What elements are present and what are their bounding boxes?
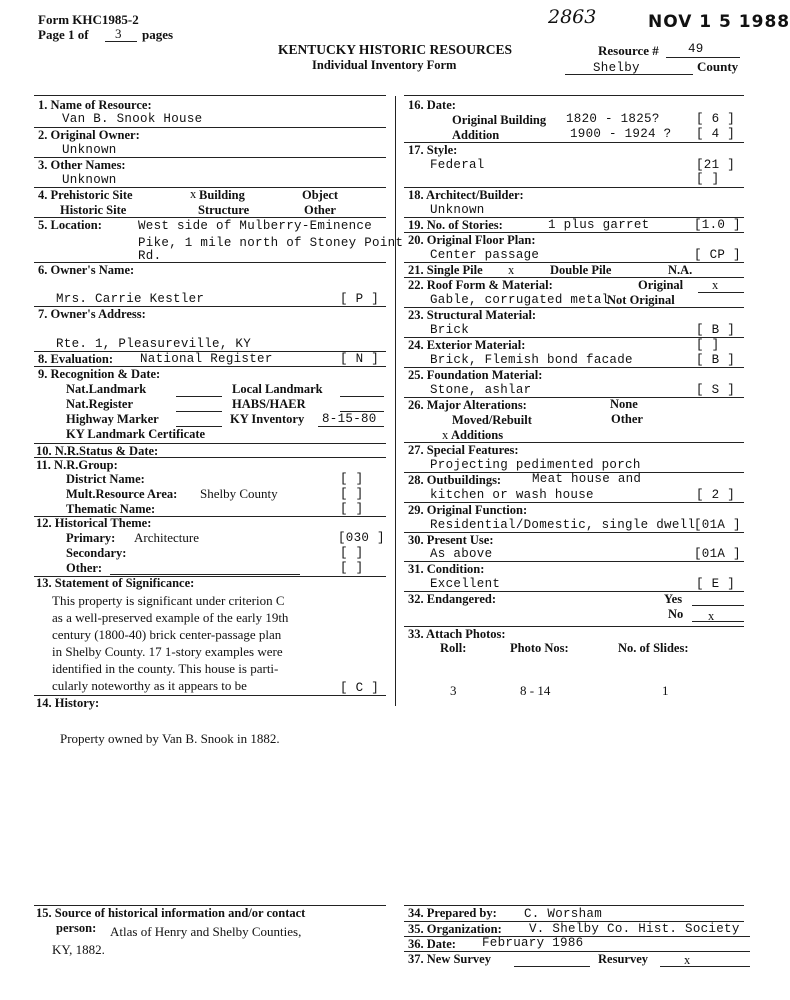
f33-slides-value: 1 — [662, 683, 669, 698]
f22-label: 22. Roof Form & Material: — [408, 278, 553, 292]
f13-text — [52, 592, 288, 694]
f29-value: Residential/Domestic, single dwell — [430, 518, 696, 532]
f12-other-code: [ ] — [340, 561, 364, 575]
f2-value: Unknown — [62, 143, 117, 157]
f34-label: 34. Prepared by: — [408, 906, 497, 920]
page-prefix: Page 1 of — [38, 27, 89, 42]
f31-value: Excellent — [430, 577, 501, 591]
f6-value: Mrs. Carrie Kestler — [56, 292, 205, 306]
f16-label: 16. Date: — [408, 98, 456, 112]
f23-value: Brick — [430, 323, 470, 337]
f35-value: V. Shelby Co. Hist. Society — [529, 922, 740, 936]
f16-original-code: [ 6 ] — [696, 112, 736, 126]
f28-code: [ 2 ] — [696, 488, 736, 502]
f18-label: 18. Architect/Builder: — [408, 188, 524, 202]
f37-mark: x — [684, 953, 691, 967]
f22-not-original: Not Original — [607, 293, 675, 307]
f11-district-code: [ ] — [340, 472, 364, 486]
f23-label: 23. Structural Material: — [408, 308, 537, 322]
f26-additions: Additions — [451, 428, 504, 442]
f22-value: Gable, corrugated metal — [430, 293, 610, 307]
page-suffix: pages — [142, 27, 174, 42]
f19-code: [1.0 ] — [694, 218, 741, 232]
f17-value: Federal — [430, 158, 485, 172]
f4-structure: Structure — [198, 203, 250, 217]
f37-resurvey: Resurvey — [598, 952, 648, 966]
f11-mult: Mult.Resource Area: — [66, 487, 178, 501]
f4-prehistoric: 4. Prehistoric Site — [38, 188, 133, 202]
f7-value: Rte. 1, Pleasureville, KY — [56, 337, 252, 351]
f9-highway: Highway Marker — [66, 412, 159, 426]
f16-addition: Addition — [452, 128, 500, 142]
f9-ky-inventory-value: 8-15-80 — [322, 412, 377, 426]
f2-label: 2. Original Owner: — [38, 128, 140, 142]
f26-mark: x — [442, 428, 449, 442]
f22-original: Original — [638, 278, 684, 292]
form-id: Form KHC1985-2 — [38, 12, 139, 27]
f19-value: 1 plus garret — [548, 218, 650, 232]
f9-label: 9. Recognition & Date: — [38, 367, 161, 381]
f16-original: Original Building — [452, 113, 547, 127]
f3-value: Unknown — [62, 173, 117, 187]
f15-value1: Atlas of Henry and Shelby Counties, — [110, 924, 302, 939]
f15-label: 15. Source of historical information and/or contact — [36, 906, 306, 920]
f20-label: 20. Original Floor Plan: — [408, 233, 536, 247]
f23-code: [ B ] — [696, 323, 736, 337]
f11-mult-code: [ ] — [340, 487, 364, 501]
f9-nat-register: Nat.Register — [66, 397, 133, 411]
f25-value: Stone, ashlar — [430, 383, 532, 397]
f7-label: 7. Owner's Address: — [38, 307, 146, 321]
f12-label: 12. Historical Theme: — [36, 516, 152, 530]
f18-value: Unknown — [430, 203, 485, 217]
f20-code: [ CP ] — [694, 248, 741, 262]
f37-label: 37. New Survey — [408, 952, 491, 966]
f4-historic: Historic Site — [60, 203, 127, 217]
f26-moved: Moved/Rebuilt — [452, 413, 532, 427]
county-value: Shelby — [593, 61, 640, 75]
f29-label: 29. Original Function: — [408, 503, 528, 517]
f11-thematic-code: [ ] — [340, 502, 364, 516]
f35-label: 35. Organization: — [408, 922, 502, 936]
f26-other: Other — [611, 412, 643, 426]
f16-original-value: 1820 - 1825? — [566, 112, 660, 126]
f12-secondary-code: [ ] — [340, 546, 364, 560]
f15-label2: person: — [56, 921, 97, 935]
f13-line: This property is significant under criterion C — [52, 593, 285, 608]
f4-other: Other — [304, 203, 336, 217]
f21-na: N.A. — [668, 263, 693, 277]
f13-line: in Shelby County. 17 1-story examples were — [52, 644, 283, 659]
f30-code: [01A ] — [694, 547, 741, 561]
f6-label: 6. Owner's Name: — [38, 263, 135, 277]
f1-value: Van B. Snook House — [62, 112, 203, 126]
f28-value2: kitchen or wash house — [430, 488, 594, 502]
f8-value: National Register — [140, 352, 273, 366]
f13-code: [ C ] — [340, 681, 380, 695]
f33-photo: Photo Nos: — [510, 641, 569, 655]
f19-label: 19. No. of Stories: — [408, 218, 503, 232]
f4-object: Object — [302, 188, 339, 202]
f9-ky-inventory: KY Inventory — [230, 412, 305, 426]
f15-value2: KY, 1882. — [52, 942, 105, 957]
f10-label: 10. N.R.Status & Date: — [36, 444, 159, 458]
county-label: County — [697, 59, 739, 74]
page-total: 3 — [115, 26, 122, 41]
f5-line2: Pike, 1 mile north of Stoney Point — [138, 236, 404, 250]
f12-secondary: Secondary: — [66, 546, 127, 560]
f13-line: century (1800-40) brick center-passage plan — [52, 627, 282, 642]
f5-label: 5. Location: — [38, 218, 102, 232]
f36-label: 36. Date: — [408, 937, 456, 951]
f9-habs: HABS/HAER — [232, 397, 306, 411]
f9-ky-landmark: KY Landmark Certificate — [66, 427, 206, 441]
f11-mult-value: Shelby County — [200, 486, 278, 501]
f12-primary: Primary: — [66, 531, 116, 545]
f1-label: 1. Name of Resource: — [38, 98, 152, 112]
f5-line3: Rd. — [138, 249, 162, 263]
resource-label: Resource # — [598, 43, 659, 58]
f21-label: 21. Single Pile — [408, 263, 483, 277]
f12-primary-value: Architecture — [134, 530, 199, 545]
f33-roll: Roll: — [440, 641, 467, 655]
f13-line: cularly noteworthy as it appears to be — [52, 678, 247, 693]
f21-double: Double Pile — [550, 263, 612, 277]
f20-value: Center passage — [430, 248, 540, 262]
f13-line: as a well-preserved example of the early 19th — [52, 610, 289, 625]
f24-value: Brick, Flemish bond facade — [430, 353, 633, 367]
f25-code: [ S ] — [696, 383, 736, 397]
f31-code: [ E ] — [696, 577, 736, 591]
f34-value: C. Worsham — [524, 907, 603, 921]
f32-yes: Yes — [664, 592, 683, 606]
f25-label: 25. Foundation Material: — [408, 368, 543, 382]
f17-label: 17. Style: — [408, 143, 458, 157]
form-title: KENTUCKY HISTORIC RESOURCES — [278, 42, 513, 57]
f30-value: As above — [430, 547, 493, 561]
f17-code2: [ ] — [696, 172, 720, 186]
f16-addition-code: [ 4 ] — [696, 127, 736, 141]
f26-label: 26. Major Alterations: — [408, 398, 527, 412]
f4-building: Building — [199, 188, 245, 202]
f32-no: No — [668, 607, 684, 621]
f8-label: 8. Evaluation: — [38, 352, 114, 366]
f27-label: 27. Special Features: — [408, 443, 519, 457]
f24-label: 24. Exterior Material: — [408, 338, 526, 352]
f33-label: 33. Attach Photos: — [408, 627, 506, 641]
f5-line1: West side of Mulberry-Eminence — [138, 219, 373, 233]
f12-primary-code: [030 ] — [338, 531, 385, 545]
f14-value: Property owned by Van B. Snook in 1882. — [60, 731, 280, 746]
resource-number: 49 — [688, 42, 704, 56]
f11-district: District Name: — [66, 472, 145, 486]
f30-label: 30. Present Use: — [408, 533, 494, 547]
f36-value: February 1986 — [482, 936, 584, 950]
f12-other: Other: — [66, 561, 103, 575]
f14-label: 14. History: — [36, 696, 100, 710]
f28-value1: Meat house and — [532, 472, 642, 486]
f8-code: [ N ] — [340, 352, 380, 366]
f17-code: [21 ] — [696, 158, 736, 172]
f33-photo-value: 8 - 14 — [520, 683, 551, 698]
f31-label: 31. Condition: — [408, 562, 485, 576]
f13-label: 13. Statement of Significance: — [36, 576, 195, 590]
f26-none: None — [610, 397, 638, 411]
f21-mark: x — [508, 263, 515, 277]
f13-line: identified in the county. This house is parti- — [52, 661, 279, 676]
f9-local-landmark: Local Landmark — [232, 382, 323, 396]
f16-addition-value: 1900 - 1924 ? — [570, 127, 672, 141]
f4-mark: x — [190, 187, 197, 201]
f6-code: [ P ] — [340, 292, 380, 306]
f22-original-mark: x — [712, 278, 719, 292]
f3-label: 3. Other Names: — [38, 158, 126, 172]
f29-code: [01A ] — [694, 518, 741, 532]
form-subtitle: Individual Inventory Form — [312, 58, 457, 72]
f32-no-mark: x — [708, 609, 715, 623]
f33-slides: No. of Slides: — [618, 641, 689, 655]
f24-code: [ B ] — [696, 353, 736, 367]
f11-label: 11. N.R.Group: — [36, 458, 118, 472]
f28-label: 28. Outbuildings: — [408, 473, 502, 487]
f32-label: 32. Endangered: — [408, 592, 496, 606]
f33-roll-value: 3 — [450, 683, 457, 698]
date-stamp: NOV 1 5 1988 — [648, 12, 790, 32]
f11-thematic: Thematic Name: — [66, 502, 156, 516]
f27-value: Projecting pedimented porch — [430, 458, 641, 472]
f24-code2: [ ] — [696, 338, 720, 352]
f9-nat-landmark: Nat.Landmark — [66, 382, 147, 396]
handwritten-number: 2863 — [548, 6, 597, 28]
